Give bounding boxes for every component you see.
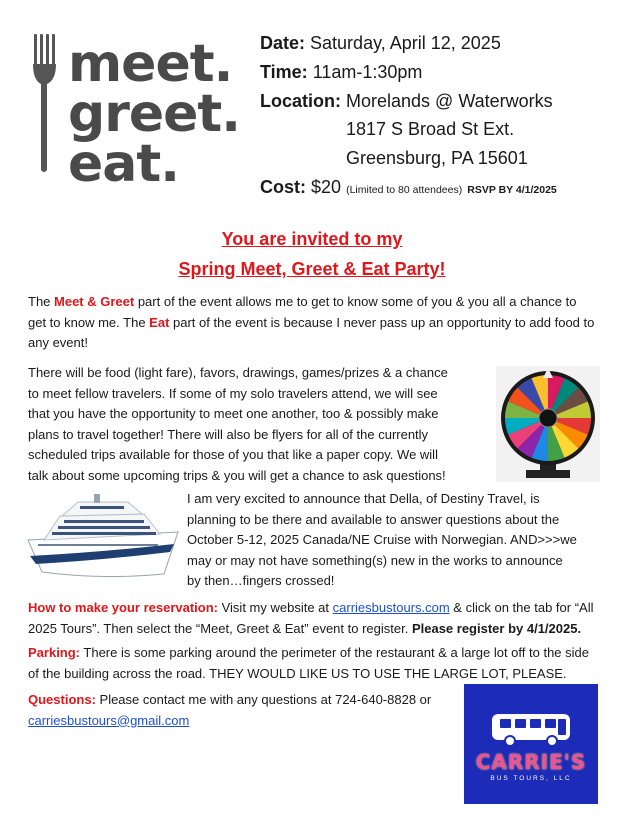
logo-greet: greet.	[68, 84, 241, 144]
date-line	[260, 32, 501, 54]
parking-paragraph	[28, 643, 598, 684]
cruise-line: I am very excited to announce that Della, of Destiny Travel, is	[187, 491, 540, 506]
headline-line-1: You are invited to my	[221, 229, 403, 249]
cruise-line: by then…fingers crossed!	[187, 573, 335, 589]
fork-icon	[30, 34, 58, 174]
meet-greet-highlight: Meet & Greet	[54, 294, 135, 309]
logo-eat: eat.	[68, 134, 179, 194]
cruise-paragraph	[187, 489, 607, 592]
food-paragraph	[28, 363, 498, 487]
food-line: talk about some upcoming trips & you will get a chance to ask questions!	[28, 467, 446, 483]
parking-label: Parking:	[28, 645, 81, 660]
bus-icon	[490, 712, 572, 748]
cruise-line: may or may not have something(s) new in the works to announce	[187, 552, 563, 568]
reservation-text-1: Visit my website at	[218, 600, 333, 615]
date-label: Date:	[260, 33, 306, 53]
food-line: There will be food (light fare), favors, drawings, games/prizes & a chance	[28, 365, 448, 380]
cruise-line: planning to be there and available to answer questions about the	[187, 511, 560, 527]
reservation-label: How to make your reservation:	[28, 600, 218, 615]
logo-meet: meet.	[68, 34, 233, 94]
address-line-2: Greensburg, PA 15601	[346, 148, 528, 168]
badge-title: CARRIE'S	[475, 750, 587, 774]
cost-line	[260, 176, 557, 201]
cruise-ship-image	[24, 490, 182, 582]
reservation-paragraph	[28, 598, 603, 639]
website-link[interactable]: carriesbustours.com	[332, 600, 450, 615]
reservation-text-2: & click on the tab for “All 2025 Tours”. Then select the “Meet, Greet & Eat” event to register.	[28, 600, 594, 636]
carries-bus-tours-logo	[464, 684, 598, 804]
time-value: 11am-1:30pm	[312, 62, 423, 82]
headline-line-2: Spring Meet, Greet & Eat Party!	[178, 259, 446, 279]
food-line: that you have the opportunity to meet one another, too & possibly make	[28, 406, 439, 422]
questions-text: Please contact me with any questions at 724-640-8828 or	[95, 692, 432, 707]
address-line-1: 1817 S Broad St Ext.	[346, 119, 515, 139]
register-deadline: Please register by 4/1/2025.	[411, 620, 582, 636]
cruise-line: October 5-12, 2025 Canada/NE Cruise with Norwegian. AND>>>we	[187, 532, 577, 548]
time-line	[260, 61, 422, 83]
food-line: scheduled trips available for those of you that like a paper copy. We will	[28, 447, 438, 463]
location-label: Location:	[260, 91, 341, 111]
date-value: Saturday, April 12, 2025	[310, 33, 501, 53]
rsvp-deadline: RSVP BY 4/1/2025	[467, 184, 557, 196]
parking-text: There is some parking around the perimeter of the restaurant & a large lot off to the side of the building across the road. THEY WOULD LIKE US TO USE THE LARGE LOT, PLEASE.	[28, 645, 589, 681]
food-line: to meet fellow travelers. If some of my solo travelers attend, we will see	[28, 385, 438, 401]
time-label: Time:	[260, 62, 308, 82]
email-link[interactable]: carriesbustours@gmail.com	[28, 712, 190, 728]
food-line: plans to travel together! There will also be flyers for all of the currently	[28, 426, 429, 442]
cost-note: (Limited to 80 attendees)	[346, 184, 463, 196]
questions-label: Questions:	[28, 692, 96, 707]
intro-text-2: part of the event allows me to get to know some of you & you all a chance to get to know me. The	[28, 294, 577, 330]
location-line	[260, 90, 553, 112]
eat-highlight: Eat	[149, 314, 170, 330]
location-value: Morelands @ Waterworks	[346, 91, 553, 111]
intro-paragraph	[28, 292, 598, 354]
badge-subtitle: BUS TOURS, LLC	[490, 775, 572, 782]
questions-paragraph	[28, 690, 458, 731]
intro-text-3: part of the event is because I never pass up an opportunity to add food to any event!	[28, 314, 595, 351]
cost-value: $20	[311, 177, 342, 197]
prize-wheel-image	[496, 366, 600, 482]
intro-text-1: The	[28, 294, 55, 309]
cost-label: Cost:	[260, 177, 306, 197]
